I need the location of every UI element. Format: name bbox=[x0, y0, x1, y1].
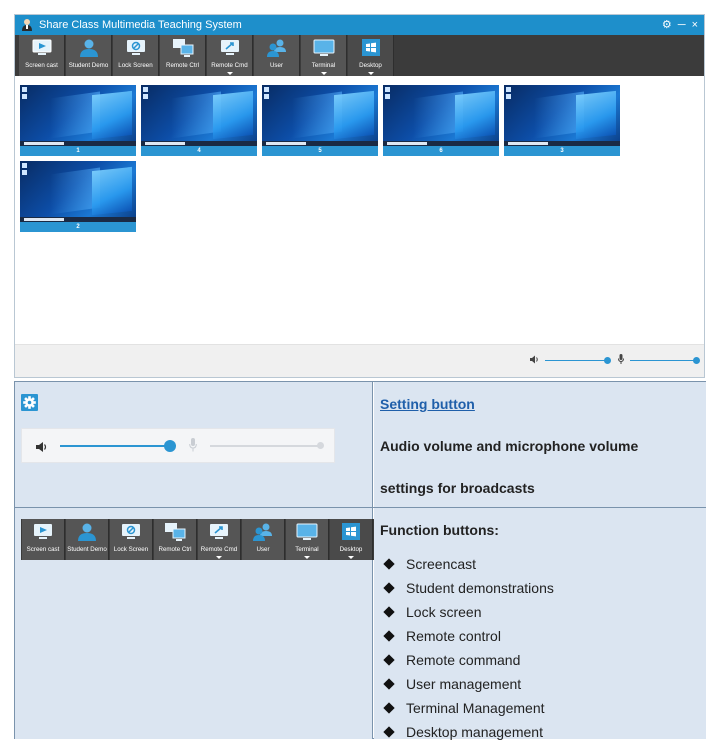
window-title: Share Class Multimedia Teaching System bbox=[39, 19, 242, 31]
chevron-down-icon bbox=[227, 72, 233, 75]
tool-label: User bbox=[269, 62, 284, 69]
list-item-text: Remote control bbox=[406, 628, 501, 644]
microphone-volume-slider[interactable] bbox=[630, 360, 696, 361]
remote-control-button[interactable] bbox=[160, 35, 206, 76]
gear-icon[interactable] bbox=[21, 394, 38, 411]
list-item bbox=[382, 624, 554, 648]
list-item bbox=[382, 600, 554, 624]
student-thumbnail[interactable] bbox=[383, 85, 499, 156]
chevron-down-icon bbox=[348, 556, 354, 559]
function-description-cell bbox=[374, 508, 706, 739]
teacher-avatar-icon bbox=[21, 18, 33, 32]
screen-cast-button[interactable] bbox=[22, 519, 65, 560]
user-icon bbox=[265, 38, 289, 58]
terminal-button[interactable] bbox=[286, 519, 329, 560]
settings-gear-icon[interactable]: ⚙ bbox=[661, 18, 672, 31]
thumbnail-label: 3 bbox=[504, 146, 620, 156]
tool-label: Terminal bbox=[311, 62, 336, 69]
function-buttons-heading: Function buttons: bbox=[380, 522, 499, 538]
student-thumbnail[interactable] bbox=[141, 85, 257, 156]
list-item-text: Lock screen bbox=[406, 604, 482, 620]
function-preview-cell bbox=[15, 508, 373, 739]
tool-label: Student Demo bbox=[68, 62, 109, 69]
speaker-volume-slider[interactable] bbox=[60, 445, 170, 447]
tool-label: Remote Ctrl bbox=[165, 62, 199, 69]
bullet-icon bbox=[383, 630, 394, 641]
title-bar bbox=[15, 15, 704, 35]
thumbnail-label: 5 bbox=[262, 146, 378, 156]
student-thumbnail[interactable] bbox=[20, 85, 136, 156]
microphone-volume-slider[interactable] bbox=[210, 445, 320, 447]
volume-settings-panel bbox=[21, 428, 335, 463]
desktop-preview bbox=[383, 85, 499, 146]
terminal-button[interactable] bbox=[301, 35, 347, 76]
list-item-text: User management bbox=[406, 676, 522, 692]
desktop-preview bbox=[20, 161, 136, 222]
list-item-text: Screencast bbox=[406, 556, 477, 572]
remote-command-button[interactable] bbox=[198, 519, 241, 560]
list-item-text: Desktop management bbox=[406, 724, 543, 740]
thumbnail-label: 2 bbox=[20, 222, 136, 232]
student-thumbnail[interactable] bbox=[262, 85, 378, 156]
thumbnail-label: 4 bbox=[141, 146, 257, 156]
thumbnail-label: 6 bbox=[383, 146, 499, 156]
student-thumbnail[interactable] bbox=[20, 161, 136, 232]
tool-label: Student Demo bbox=[67, 546, 107, 553]
chevron-down-icon bbox=[368, 72, 374, 75]
bullet-icon bbox=[383, 582, 394, 593]
minimize-button[interactable]: ─ bbox=[677, 18, 686, 31]
lock-screen-icon bbox=[124, 38, 148, 58]
list-item-text: Terminal Management bbox=[406, 700, 545, 716]
chevron-down-icon bbox=[321, 72, 327, 75]
bullet-icon bbox=[383, 726, 394, 737]
speaker-volume-handle[interactable] bbox=[604, 357, 611, 364]
thumbnail-label: 1 bbox=[20, 146, 136, 156]
close-button[interactable]: × bbox=[691, 18, 698, 31]
bullet-icon bbox=[383, 606, 394, 617]
function-list bbox=[382, 552, 554, 744]
tool-label: Terminal bbox=[295, 546, 319, 553]
speaker-volume-slider[interactable] bbox=[545, 360, 607, 361]
student-demo-icon bbox=[77, 38, 101, 58]
tool-label: Remote Cmd bbox=[211, 62, 248, 69]
lock-screen-button[interactable] bbox=[113, 35, 159, 76]
audio-status-bar bbox=[15, 344, 704, 377]
desktop-button[interactable] bbox=[330, 519, 373, 560]
tool-label: Lock Screen bbox=[113, 546, 149, 553]
remote-command-icon bbox=[207, 522, 231, 542]
microphone-volume-handle[interactable] bbox=[693, 357, 700, 364]
app-window bbox=[14, 14, 705, 378]
desktop-icon bbox=[339, 522, 363, 542]
remote-control-icon bbox=[171, 38, 195, 58]
list-item bbox=[382, 672, 554, 696]
tool-label: User bbox=[256, 546, 270, 553]
desktop-preview bbox=[20, 85, 136, 146]
student-demo-icon bbox=[75, 522, 99, 542]
tool-label: Remote Cmd bbox=[200, 546, 238, 553]
setting-description-cell bbox=[374, 382, 706, 507]
remote-control-button[interactable] bbox=[154, 519, 197, 560]
chevron-down-icon bbox=[216, 556, 222, 559]
setting-preview-cell bbox=[15, 382, 373, 507]
bullet-icon bbox=[383, 678, 394, 689]
screen-cast-button[interactable] bbox=[19, 35, 65, 76]
function-toolbar-preview bbox=[21, 519, 374, 560]
remote-command-button[interactable] bbox=[207, 35, 253, 76]
speaker-icon[interactable] bbox=[36, 440, 48, 458]
student-thumbnail[interactable] bbox=[504, 85, 620, 156]
list-item-text: Remote command bbox=[406, 652, 521, 668]
lock-screen-icon bbox=[119, 522, 143, 542]
list-item bbox=[382, 576, 554, 600]
student-demo-button[interactable] bbox=[66, 35, 112, 76]
microphone-volume-handle[interactable] bbox=[317, 442, 324, 449]
desktop-button[interactable] bbox=[348, 35, 394, 76]
setting-button-heading[interactable]: Setting button bbox=[380, 396, 475, 412]
desktop-preview bbox=[262, 85, 378, 146]
speaker-volume-handle[interactable] bbox=[164, 440, 176, 452]
desktop-preview bbox=[504, 85, 620, 146]
tool-label: Desktop bbox=[339, 546, 363, 553]
user-button[interactable] bbox=[242, 519, 285, 560]
user-icon bbox=[251, 522, 275, 542]
bullet-icon bbox=[383, 702, 394, 713]
desktop-preview bbox=[141, 85, 257, 146]
remote-control-icon bbox=[163, 522, 187, 542]
desktop-icon bbox=[359, 38, 383, 58]
bullet-icon bbox=[383, 654, 394, 665]
user-button[interactable] bbox=[254, 35, 300, 76]
tool-label: Screen cast bbox=[25, 62, 58, 69]
remote-command-icon bbox=[218, 38, 242, 58]
screencast-icon bbox=[30, 38, 54, 58]
list-item bbox=[382, 720, 554, 744]
chevron-down-icon bbox=[304, 556, 310, 559]
microphone-icon[interactable] bbox=[189, 438, 197, 457]
tool-label: Desktop bbox=[359, 62, 382, 69]
tool-label: Lock Screen bbox=[118, 62, 153, 69]
bullet-icon bbox=[383, 558, 394, 569]
list-item bbox=[382, 552, 554, 576]
terminal-icon bbox=[295, 522, 319, 542]
terminal-icon bbox=[312, 38, 336, 58]
feature-table bbox=[14, 381, 706, 739]
setting-description-line: settings for broadcasts bbox=[380, 480, 535, 496]
setting-description-line: Audio volume and microphone volume bbox=[380, 438, 639, 454]
speaker-icon[interactable] bbox=[530, 355, 539, 366]
student-demo-button[interactable] bbox=[66, 519, 109, 560]
list-item bbox=[382, 696, 554, 720]
main-toolbar bbox=[15, 35, 704, 76]
tool-label: Screen cast bbox=[26, 546, 60, 553]
microphone-icon[interactable] bbox=[618, 354, 624, 366]
list-item-text: Student demonstrations bbox=[406, 580, 554, 596]
lock-screen-button[interactable] bbox=[110, 519, 153, 560]
student-screen-area bbox=[15, 77, 704, 341]
screencast-icon bbox=[31, 522, 55, 542]
tool-label: Remote Ctrl bbox=[158, 546, 192, 553]
list-item bbox=[382, 648, 554, 672]
